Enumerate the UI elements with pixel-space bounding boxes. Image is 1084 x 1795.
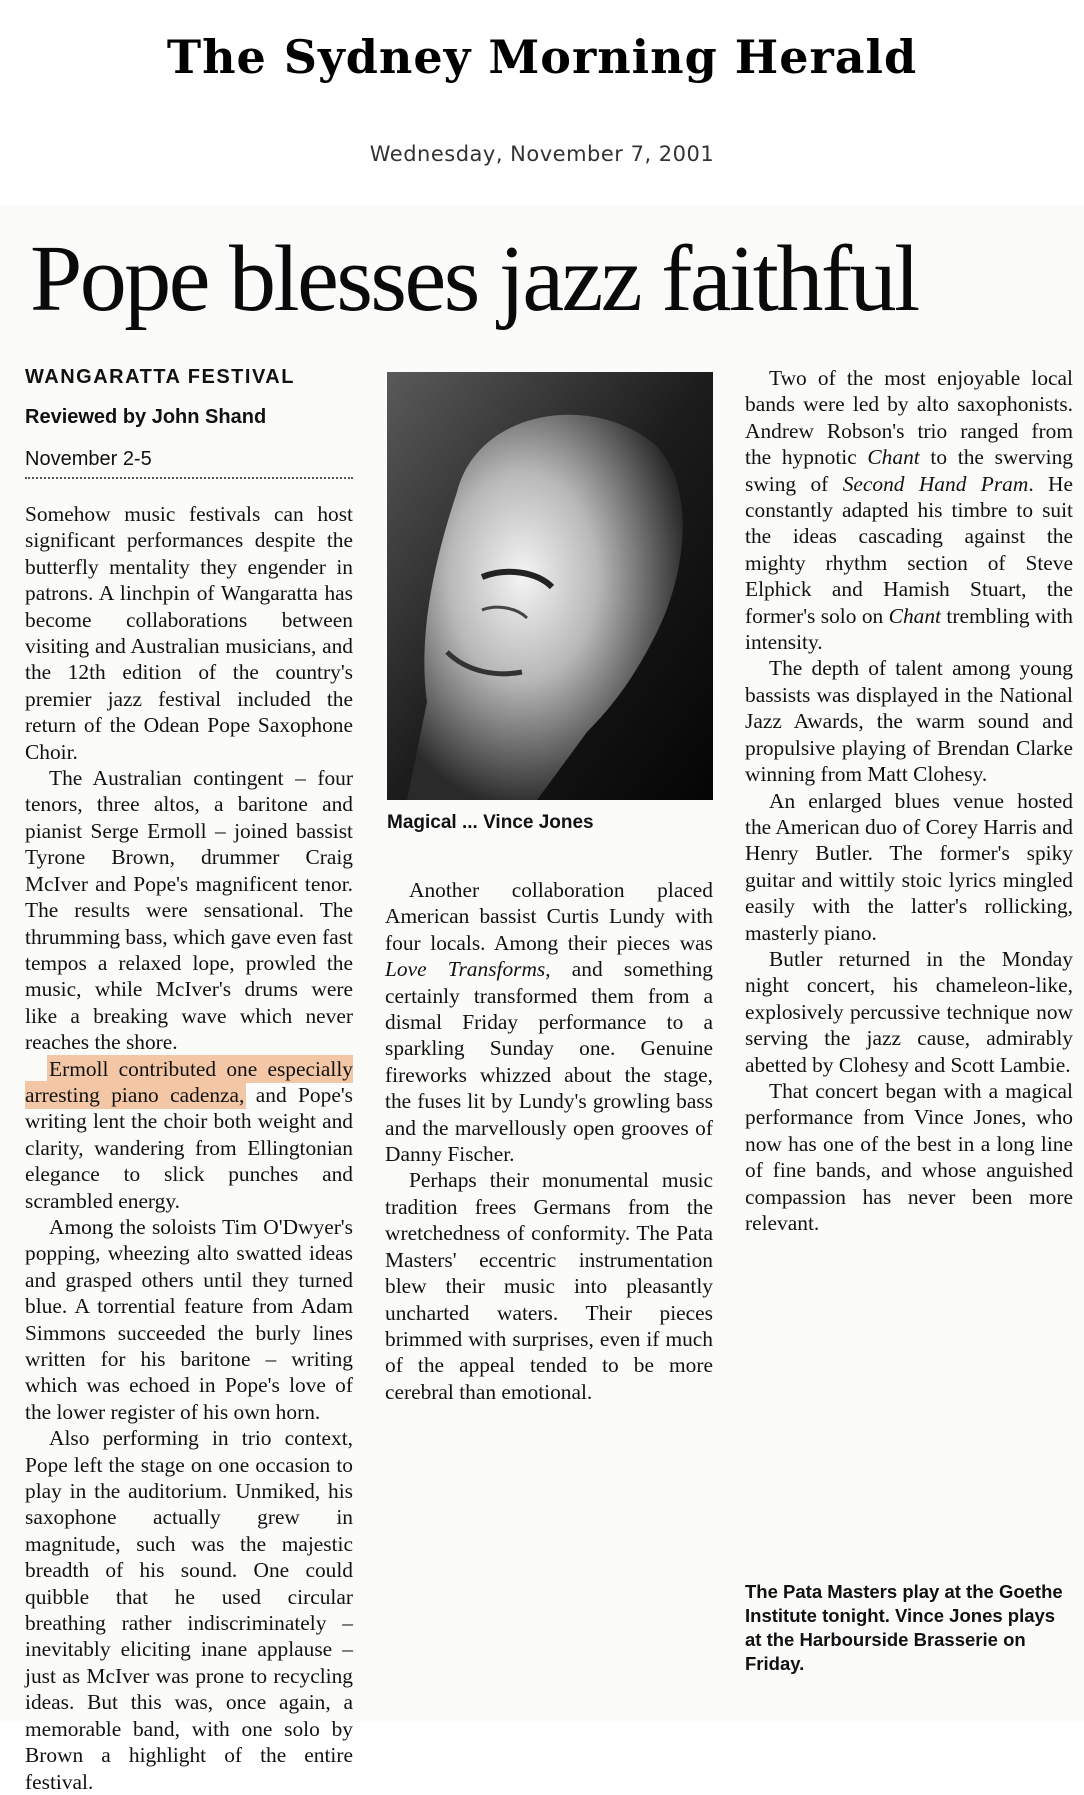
- paragraph-7: Perhaps their monumental music tradition frees Germans from the wretchedness of conformity. The Pata Masters' eccentric instrumentation blew their music into pleasantly uncharted waters. Their pieces brimmed with surprises, even if much of the appeal tended to be more cerebral than emotional.: [385, 1168, 713, 1404]
- event-footnote: The Pata Masters play at the Goethe Institute tonight. Vince Jones plays at the Harbourside Brasserie on Friday.: [745, 1581, 1063, 1674]
- masthead: The Sydney Morning Herald: [166, 30, 918, 84]
- paragraph-5: Also performing in trio context, Pope left the stage on one occasion to play in the auditorium. Unmiked, his saxophone actually grew in magnitude, such was the majestic breadth of his sound. One could quibble that he used circular breathing rather indiscriminately – inevitably eliciting inane applause – just as McIver was prone to recycling ideas. But this was, once again, a memorable band, with one solo by Brown a highlight of the entire festival.: [25, 1426, 353, 1794]
- song-title-second-hand-pram: Second Hand Pram: [842, 471, 1029, 496]
- portrait-image: [387, 372, 713, 800]
- paragraph-8: [745, 365, 1073, 655]
- dateline: Wednesday, November 7, 2001: [369, 142, 715, 166]
- paragraph-10: An enlarged blues venue hosted the American duo of Corey Harris and Henry Butler. The former's spiky guitar and wittily stoic lyrics mingled easily with the latter's rollicking, masterly piano.: [745, 788, 1073, 945]
- paragraph-1: Somehow music festivals can host significant performances despite the butterfly mentality they engender in patrons. A linchpin of Wangaratta has become collaborations between visiting and Australian musicians, and the 12th edition of the country's premier jazz festival included the return of the Odean Pope Saxophone Choir.: [25, 502, 353, 764]
- photo-caption: Magical ... Vince Jones: [387, 812, 594, 833]
- paragraph-8-c: . He constantly adapted his timbre to suit the ideas cascading against the mighty rhythm section of Steve Elphick and Hamish Stuart, the former's solo on: [745, 471, 1073, 628]
- paragraph-6: [385, 877, 713, 1167]
- section-kicker: WANGARATTA FESTIVAL: [25, 366, 295, 388]
- paragraph-2: The Australian contingent – four tenors, three altos, a baritone and pianist Serge Ermoll – joined bassist Tyrone Brown, drummer Craig McIver and Pope's magnificent tenor. The results were sensational. The thrumming bass, which gave even fast tempos a relaxed lope, prowled the music, while McIver's drums were like a breaking wave which never reaches the shore.: [25, 766, 353, 1055]
- vince-jones-photo: [387, 372, 713, 800]
- paragraph-6-b: , and something certainly transformed them from a dismal Friday performance to a sparkling Sunday one. Genuine fireworks whizzed about the stage, the fuses lit by Lundy's growling bass and the marvellously open grooves of Danny Fischer.: [385, 957, 713, 1167]
- paragraph-9: The depth of talent among young bassists was displayed in the National Jazz Awards, the warm sound and propulsive playing of Brendan Clarke winning from Matt Clohesy.: [745, 656, 1073, 787]
- column-3: [745, 365, 1073, 1236]
- song-title-chant-2: Chant: [888, 603, 941, 628]
- paragraph-6-a: Another collaboration placed American bassist Curtis Lundy with four locals. Among their pieces was: [385, 878, 713, 955]
- column-2: [385, 877, 713, 1405]
- highlighted-text: Ermoll contributed one especially arresting piano cadenza,: [25, 1056, 353, 1107]
- paragraph-8-b: to the swerving swing of: [745, 445, 1074, 496]
- paragraph-3-rest: and Pope's writing lent the choir both weight and clarity, wandering from Ellingtonian elegance to slick punches and scrambled energy.: [25, 1082, 353, 1213]
- paragraph-3: [25, 1056, 353, 1214]
- byline: Reviewed by John Shand: [25, 406, 267, 428]
- festival-dates: November 2-5: [25, 447, 353, 479]
- paragraph-11: Butler returned in the Monday night concert, his chameleon-like, explosively percussive technique now serving the jazz cause, admirably abetted by Clohesy and Scott Lambie.: [745, 946, 1073, 1077]
- paragraph-4: Among the soloists Tim O'Dwyer's popping, wheezing alto swatted ideas and grasped others until they turned blue. A torrential feature from Adam Simmons succeeded the burly lines written for his baritone – writing which was echoed in Pope's love of the lower register of his own horn.: [25, 1214, 353, 1424]
- paragraph-8-a: Two of the most enjoyable local bands were led by alto saxophonists. Andrew Robson's trio ranged from the hypnotic: [745, 366, 1073, 470]
- song-title-love-transforms: Love Transforms: [385, 957, 546, 982]
- song-title-chant: Chant: [867, 445, 920, 470]
- column-1: [25, 365, 353, 1795]
- paragraph-12: That concert began with a magical performance from Vince Jones, who now has one of the best in a long line of fine bands, and whose anguished compassion has never been more relevant.: [745, 1078, 1073, 1235]
- paragraph-8-d: trembling with intensity.: [745, 603, 1073, 655]
- headline: Pope blesses jazz faithful: [30, 227, 918, 331]
